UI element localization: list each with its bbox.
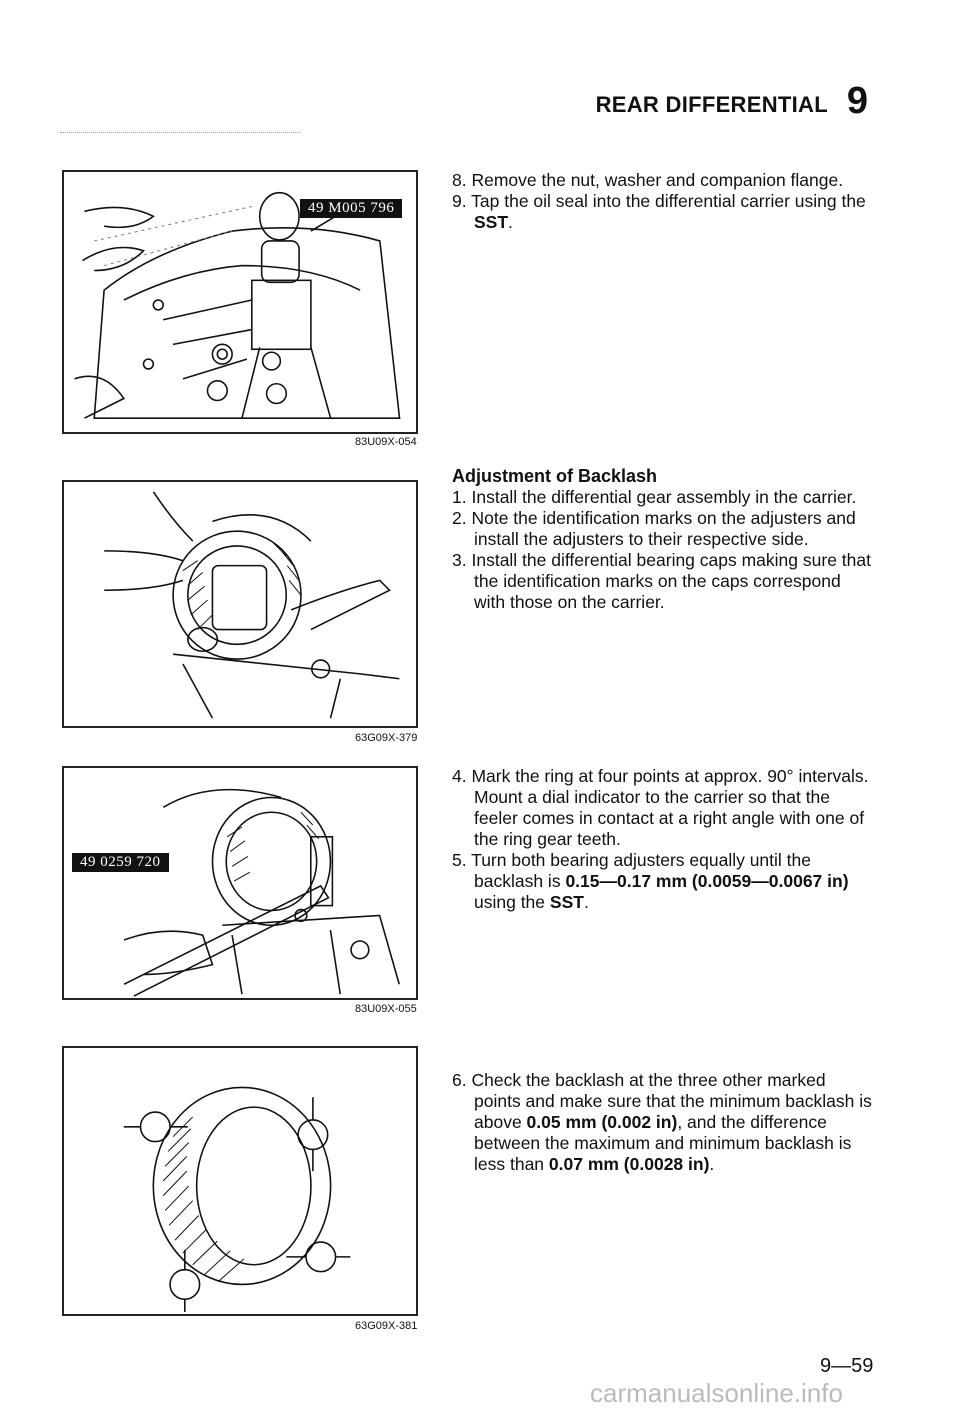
watermark: carmanualsonline.info xyxy=(590,1378,843,1408)
sst-number-label: 49 0259 720 xyxy=(72,853,169,872)
sst-number-label: 49 M005 796 xyxy=(300,199,402,218)
step-4: 4. Mark the ring at four points at approx. 90° intervals. Mount a dial indicator to the carrier so that the feeler comes in contact at a right angle with one of the ring gear teeth. xyxy=(452,766,869,849)
gear-assembly-illustration xyxy=(64,482,416,726)
section-title: REAR DIFFERENTIAL xyxy=(595,92,828,117)
header-rule xyxy=(60,132,300,133)
steps-dial-indicator xyxy=(452,766,872,913)
figure-ring-gear-dial xyxy=(62,1046,418,1316)
adjuster-illustration xyxy=(64,768,416,998)
step-1: 1. Install the differential gear assembly in the carrier. xyxy=(452,487,857,507)
figure-gear-assembly-install xyxy=(62,480,418,728)
figure-adjuster-turn xyxy=(62,766,418,1000)
section-adjustment-backlash xyxy=(452,466,872,613)
section-heading: Adjustment of Backlash xyxy=(452,466,658,486)
step-5: 5. Turn both bearing adjusters equally until the backlash is 0.15—0.17 mm (0.0059—0.0067 in) using the SST. xyxy=(452,850,849,912)
steps-check-backlash xyxy=(452,1070,872,1175)
page-header xyxy=(560,80,880,124)
figure-caption: 63G09X-379 xyxy=(355,732,418,744)
figure-caption: 83U09X-054 xyxy=(355,436,417,448)
step-3: 3. Install the differential bearing caps making sure that the identification marks on the caps correspond with those on the carrier. xyxy=(452,550,871,612)
step-8: 8. Remove the nut, washer and companion flange. xyxy=(452,170,844,190)
figure-caption: 63G09X-381 xyxy=(355,1320,418,1332)
ring-gear-illustration xyxy=(64,1048,416,1314)
step-9: 9. Tap the oil seal into the differential carrier using the SST. xyxy=(452,191,866,232)
chapter-number: 9 xyxy=(846,80,868,122)
step-6: 6. Check the backlash at the three other marked points and make sure that the minimum backlash is above 0.05 mm (0.002 in), and the difference between the maximum and minimum backlash is less than 0.07 mm (0.0028 in). xyxy=(452,1070,872,1174)
figure-caption: 83U09X-055 xyxy=(355,1003,417,1015)
steps-oil-seal xyxy=(452,170,872,233)
page-number: 9—59 xyxy=(820,1355,874,1377)
step-2: 2. Note the identification marks on the adjusters and install the adjusters to their respective side. xyxy=(452,508,856,549)
figure-oil-seal-install xyxy=(62,170,418,434)
